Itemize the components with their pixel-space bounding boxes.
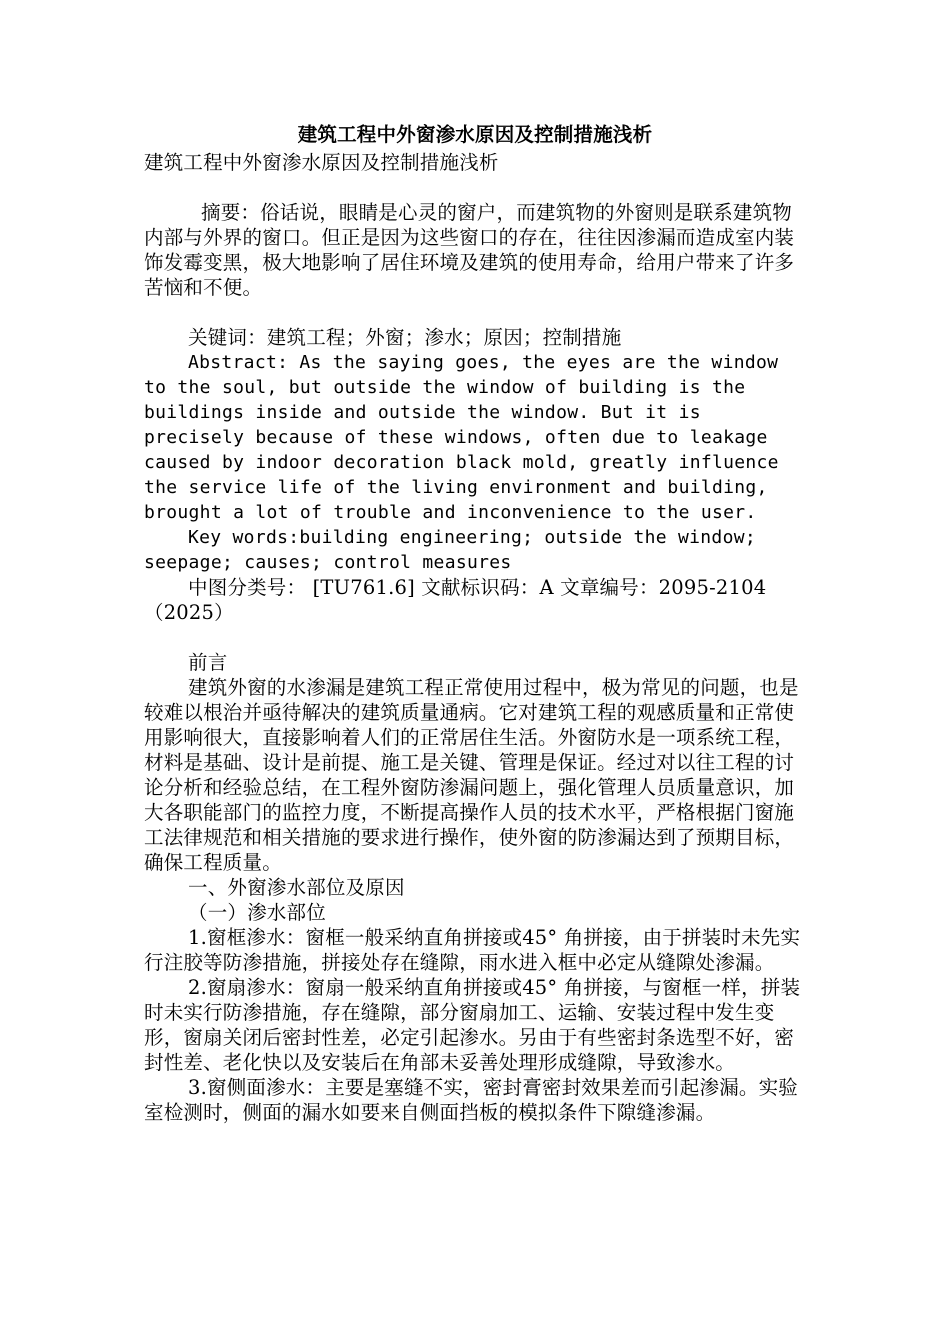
spacer xyxy=(144,175,806,200)
preface-text: 建筑外窗的水渗漏是建筑工程正常使用过程中，极为常见的问题，也是较难以根治并亟待解决的建筑质量通病。它对建筑工程的观感质量和正常使用影响很大，直接影响着人们的正常居住生活。外窗防水是一项系统工程，材料是基础、设计是前提、施工是关键、管理是保证。经过对以往工程的讨论分析和经验总结，在工程外窗防渗漏问题上，强化管理人员质量意识，加大各职能部门的监控力度，不断提高操作人员的技术水平，严格根据门窗施工法律规范和相关措施的要求进行操作，使外窗的防渗漏达到了预期目标，确保工程质量。 xyxy=(144,676,799,874)
document-title: 建筑工程中外窗渗水原因及控制措施浅析 xyxy=(297,123,653,146)
spacer xyxy=(144,625,806,650)
item-window-side: 3.窗侧面渗水：主要是塞缝不实，密封膏密封效果差而引起渗漏。实验室检测时，侧面的漏水如要来自侧面挡板的模拟条件下隙缝渗漏。 xyxy=(144,1076,799,1124)
classification-info: 中图分类号： [TU761.6] 文献标识码：A 文章编号：2095-2104（2025） xyxy=(144,576,767,624)
keywords-cn: 关键词：建筑工程；外窗；渗水；原因；控制措施 xyxy=(188,326,622,349)
section-1-heading: 一、外窗渗水部位及原因 xyxy=(188,876,405,899)
keywords-en: Key words:building engineering; outside the window; seepage; causes; control measures xyxy=(144,527,756,573)
item-window-sash: 2.窗扇渗水：窗扇一般采纳直角拼接或45° 角拼接，与窗框一样，拼装时未实行防渗措施，存在缝隙，部分窗扇加工、运输、安装过程中发生变形，窗扇关闭后密封性差，必定引起渗水。另由于有些密封条选型不好，密封性差、老化快以及安装后在角部未妥善处理形成缝隙，导致渗水。 xyxy=(144,976,801,1074)
item-window-frame: 1.窗框渗水：窗框一般采纳直角拼接或45° 角拼接，由于拼装时未先实行注胶等防渗措施，拼接处存在缝隙，雨水进入框中必定从缝隙处渗漏。 xyxy=(144,926,801,974)
preface-heading: 前言 xyxy=(188,651,228,674)
abstract-en: Abstract: As the saying goes, the eyes are the window to the soul, but outside the window of building is the buildings inside and outside the window. But it is precisely because of these windows, often due to leakage caused by indoor decoration black mold, greatly influence the service life of the living environment and building, brought a lot of trouble and inconvenience to the user. xyxy=(144,352,779,523)
spacer xyxy=(144,300,806,325)
document-subtitle: 建筑工程中外窗渗水原因及控制措施浅析 xyxy=(144,151,499,174)
document-page xyxy=(144,120,806,1125)
abstract-cn: 摘要：俗话说，眼睛是心灵的窗户，而建筑物的外窗则是联系建筑物内部与外界的窗口。但正是因为这些窗口的存在，往往因渗漏而造成室内装饰发霉变黑，极大地影响了居住环境及建筑的使用寿命，给用户带来了许多苦恼和不便。 xyxy=(144,201,795,299)
subsection-1-heading: （一）渗水部位 xyxy=(188,901,326,924)
